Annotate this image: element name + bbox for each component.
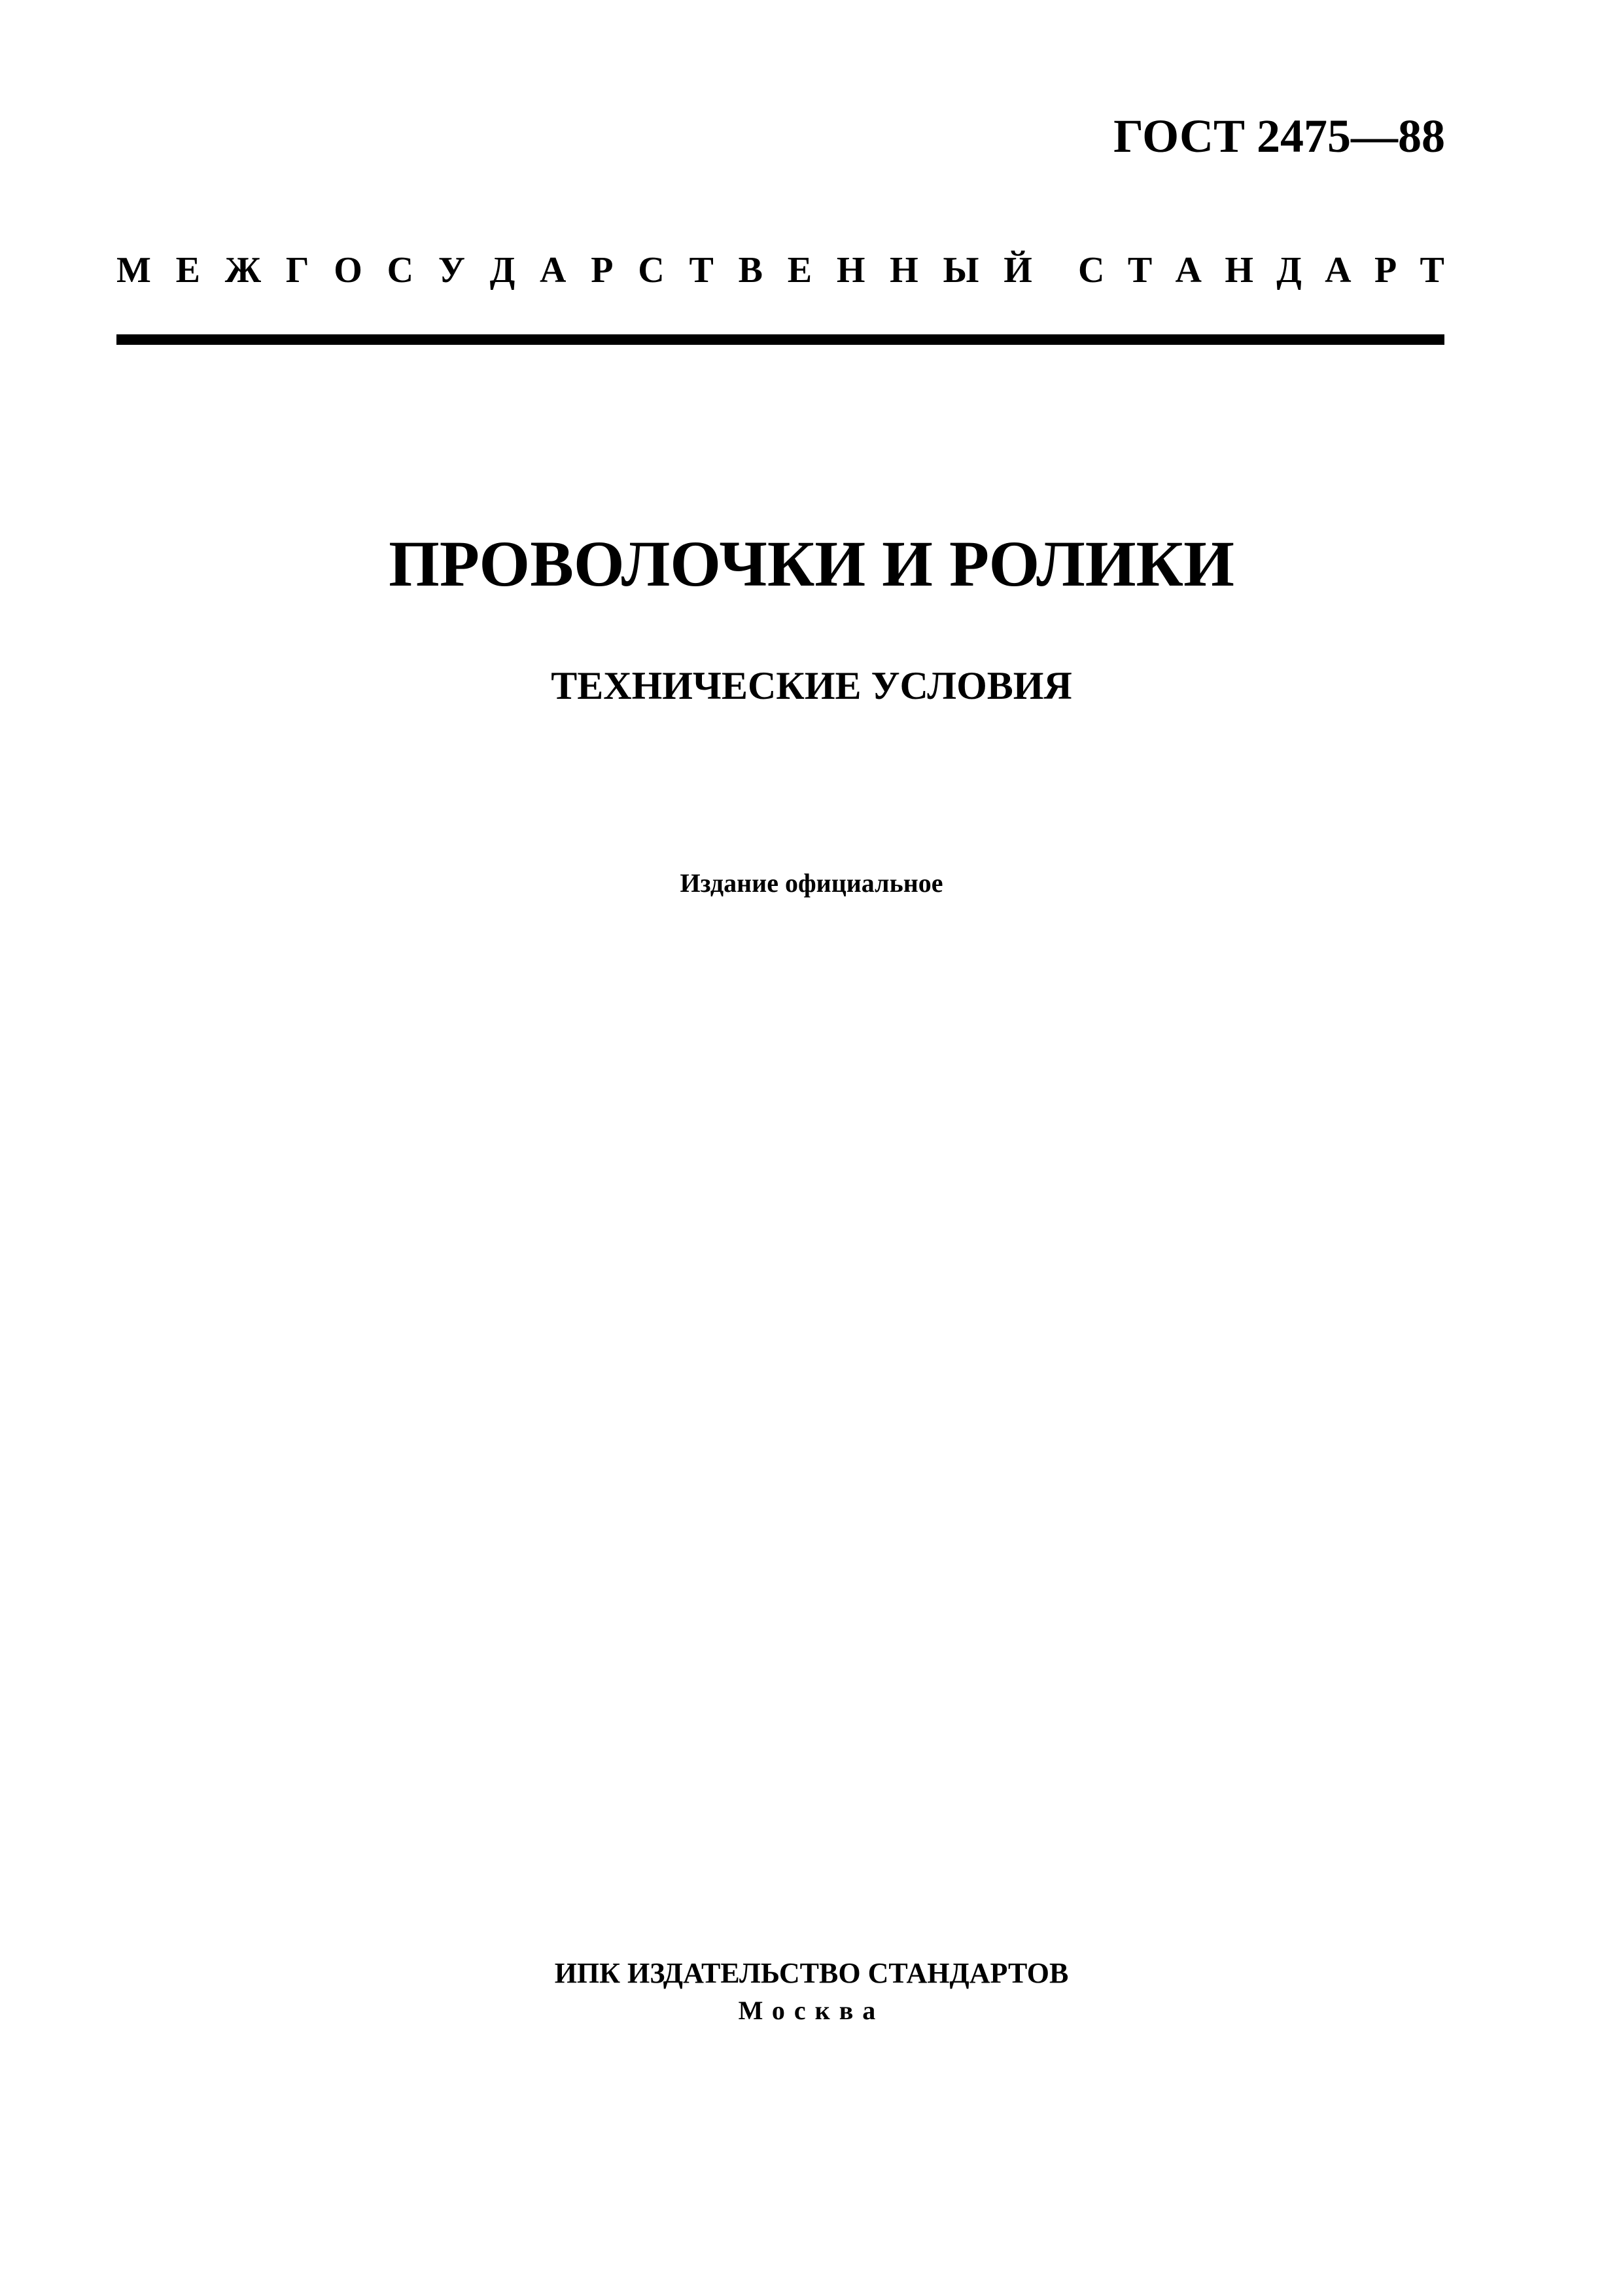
standard-type-word: М Е Ж Г О С У Д А Р С Т В Е Н Н Ы Й xyxy=(116,250,1032,291)
publisher-name: ИПК ИЗДАТЕЛЬСТВО СТАНДАРТОВ xyxy=(554,1957,1069,1989)
gost-number: ГОСТ 2475—88 xyxy=(1113,110,1445,162)
document-title: ПРОВОЛОЧКИ И РОЛИКИ xyxy=(389,527,1234,600)
header-rule xyxy=(116,334,1444,345)
edition-label: Издание официальное xyxy=(680,868,943,898)
standard-type-word: С Т А Н Д А Р Т xyxy=(1078,250,1444,291)
document-subtitle: ТЕХНИЧЕСКИЕ УСЛОВИЯ xyxy=(551,664,1072,707)
standard-type-heading xyxy=(116,252,1444,289)
publisher-city: Москва xyxy=(738,1996,885,2025)
